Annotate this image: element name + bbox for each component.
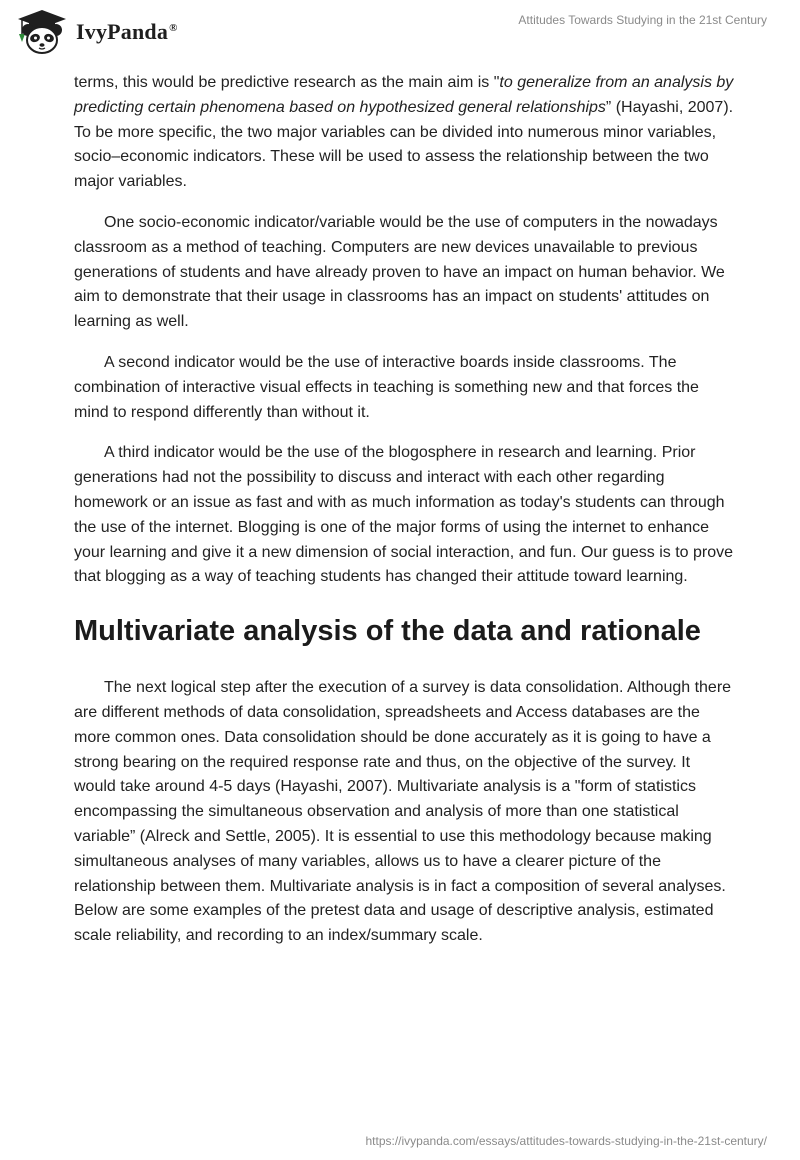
paragraph-continuation: terms, this would be predictive research as the main aim is "to generalize from an analysis by predicting certain phenomena based on hypothesized general relationships” (Hayashi, 2007). To be more specific, the two major variables can be divided into numerous minor variables, socio–economic indicators. These will be used to assess the relationship between the two major variables. — [74, 74, 734, 191]
footer-url[interactable]: https://ivypanda.com/essays/attitudes-towards-studying-in-the-21st-century/ — [365, 1134, 767, 1148]
italic-quote: to generalize from an analysis by predicting certain phenomena based on hypothesized general relationships — [74, 74, 734, 116]
paragraph-multivariate: The next logical step after the execution of a survey is data consolidation. Although there are different methods of data consolidation, spreadsheets and Access databases are the more common ones. Data consolidation should be done accurately as it is going to have a strong bearing on the required response rate and thus, on the objective of the survey. It would take around 4-5 days (Hayashi, 2007). Multivariate analysis is a "form of statistics encompassing the simultaneous observation and analysis of more than one statistical variable” (Alreck and Settle, 2005). It is essential to use this methodology because making simultaneous analyses of many variables, allows us to have a clearer picture of the relationship between them. Multivariate analysis is in fact a composition of several analyses. Below are some examples of the pretest data and usage of descriptive analysis, estimated scale reliability, and recording to an index/summary scale. — [74, 679, 732, 945]
section-heading: Multivariate analysis of the data and rationale — [74, 615, 701, 648]
essay-body — [74, 71, 734, 965]
brand-name: IvyPanda® — [76, 19, 178, 44]
paragraph-blogosphere: A third indicator would be the use of the blogosphere in research and learning. Prior generations had not the possibility to discuss and interact with each other regarding homework or an issue as fast and with as much information as today's students can through the use of the internet. Blogging is one of the major forms of using the internet to enhance your learning and give it a new dimension of social interaction, and fun. Our guess is to prove that blogging as a way of teaching students has changed their attitude toward learning. — [74, 444, 734, 586]
page-header — [0, 0, 800, 62]
paragraph-computers: One socio-economic indicator/variable would be the use of computers in the nowadays classroom as a method of teaching. Computers are new devices unavailable to previous generations of students and have already proven to have an impact on human behavior. We aim to demonstrate that their usage in classrooms has an impact on students' attitudes on learning as well. — [74, 213, 725, 331]
paragraph-interactive-boards: A second indicator would be the use of interactive boards inside classrooms. The combination of interactive visual effects in teaching is something new and that forces the mind to respond differently than without it. — [74, 353, 699, 421]
running-title: Attitudes Towards Studying in the 21st Century — [518, 13, 767, 27]
ivypanda-logo[interactable] — [14, 8, 178, 56]
panda-mascot-icon — [14, 8, 70, 56]
